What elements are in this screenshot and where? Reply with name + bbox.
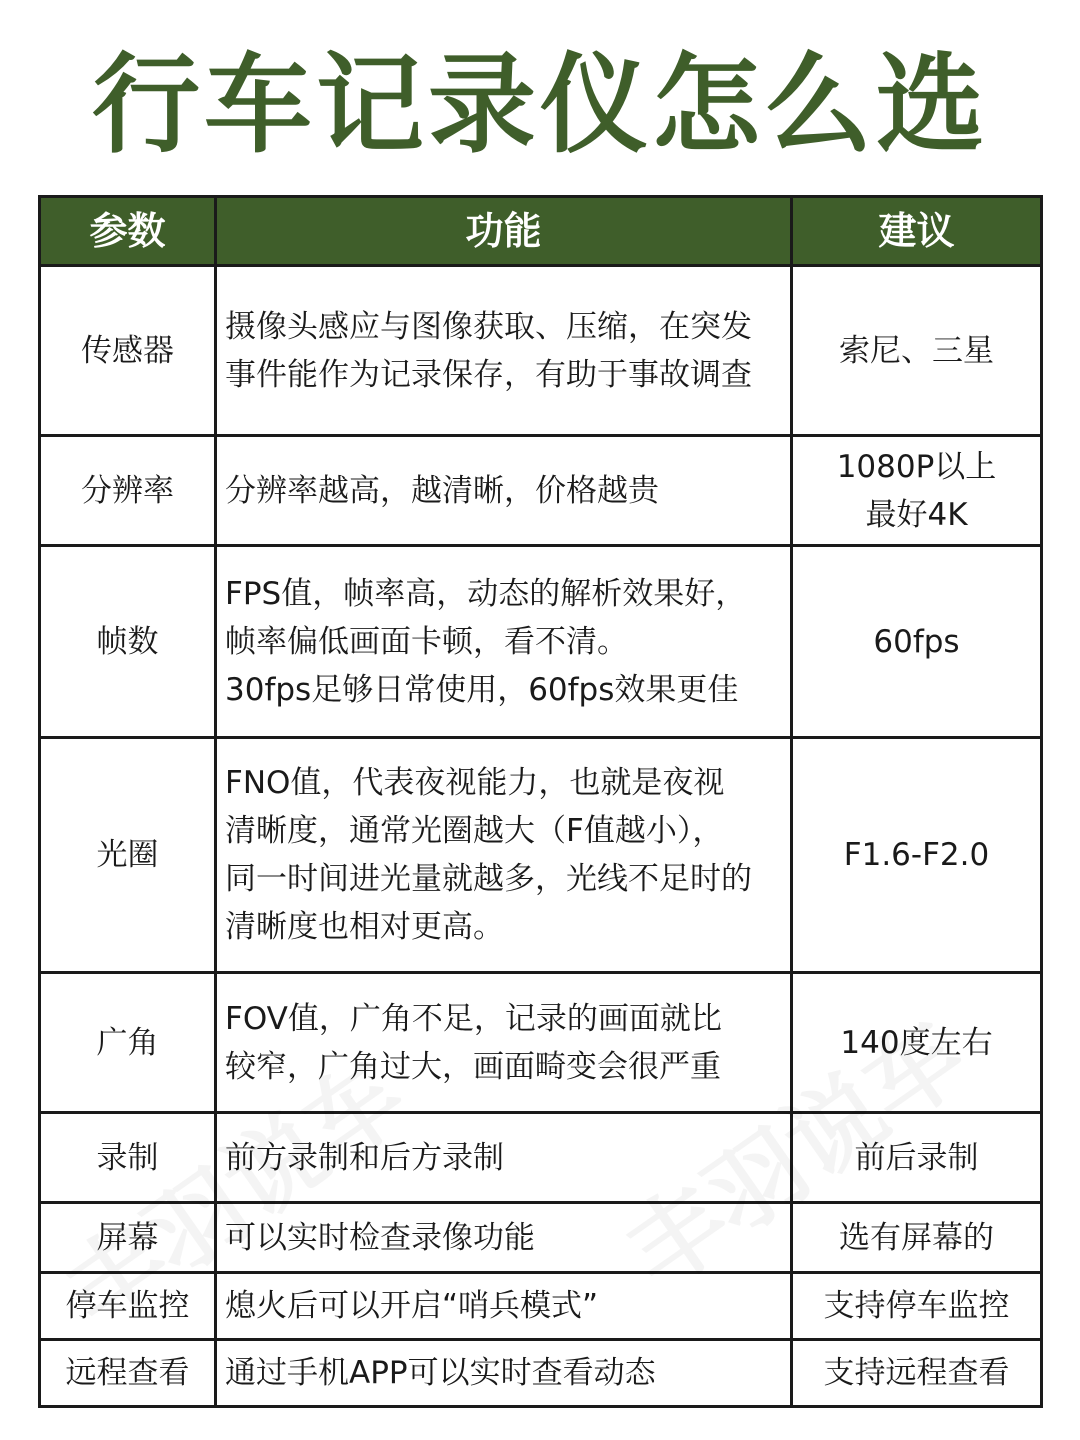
row-resolution-function-text: 分辨率越高，越清晰，价格越贵 [225,472,659,509]
row-framerate-param: 帧数 [41,547,217,739]
row-parking-advice-text: 支持停车监控 [823,1288,1010,1324]
row-remote-advice [793,1341,1040,1405]
row-sensor-param: 传感器 [41,267,217,437]
row-framerate-advice [793,547,1040,739]
row-remote-param: 远程查看 [41,1341,217,1405]
row-parking-param: 停车监控 [41,1274,217,1341]
header-param: 参数 [41,198,217,267]
row-screen-function [217,1204,793,1274]
row-aperture-function-text: FNO值，代表夜视能力，也就是夜视 清晰度，通常光圈越大（F值越小）， 同一时间进光量就越多，光线不足时的 清晰度也相对更高。 [225,765,752,945]
row-framerate-advice-text: 60fps [873,623,960,660]
row-framerate-function [217,547,793,739]
header-function: 功能 [217,198,793,267]
row-wideangle-advice-text: 140度左右 [840,1024,993,1061]
row-aperture-function [217,739,793,974]
row-framerate-function-text: FPS值，帧率高，动态的解析效果好， 帧率偏低画面卡顿，看不清。 30fps足够日常使用，60fps效果更佳 [225,575,747,708]
row-screen-param: 屏幕 [41,1204,217,1274]
row-screen-function-text: 可以实时检查录像功能 [225,1219,535,1256]
row-remote-function-text: 通过手机APP可以实时查看动态 [225,1355,656,1391]
row-resolution-param: 分辨率 [41,437,217,547]
row-recording-param: 录制 [41,1114,217,1204]
row-sensor-advice-text: 索尼、三星 [839,332,994,369]
row-recording-advice-text: 前后录制 [854,1139,979,1176]
row-resolution-advice [793,437,1040,547]
comparison-table [38,195,1043,1408]
row-wideangle-param: 广角 [41,974,217,1114]
row-wideangle-function-text: FOV值，广角不足，记录的画面就比 较窄，广角过大，画面畸变会很严重 [225,1000,722,1085]
row-parking-function [217,1274,793,1341]
row-parking-advice [793,1274,1040,1341]
row-screen-advice-text: 选有屏幕的 [839,1219,994,1256]
row-recording-function [217,1114,793,1204]
row-recording-advice [793,1114,1040,1204]
row-sensor-function-text: 摄像头感应与图像获取、压缩，在突发 事件能作为记录保存，有助于事故调查 [225,308,752,393]
row-sensor-advice [793,267,1040,437]
row-remote-function [217,1341,793,1405]
row-aperture-param: 光圈 [41,739,217,974]
row-aperture-advice [793,739,1040,974]
row-screen-advice [793,1204,1040,1274]
row-resolution-function [217,437,793,547]
row-aperture-advice-text: F1.6-F2.0 [843,837,990,873]
row-wideangle-advice [793,974,1040,1114]
header-advice: 建议 [793,198,1040,267]
row-wideangle-function [217,974,793,1114]
row-recording-function-text: 前方录制和后方录制 [225,1139,504,1176]
row-remote-advice-text: 支持远程查看 [823,1355,1010,1391]
row-parking-function-text: 熄火后可以开启“哨兵模式” [225,1288,599,1324]
row-resolution-advice-text: 1080P以上 最好4K [836,448,997,533]
row-sensor-function [217,267,793,437]
page-title: 行车记录仪怎么选 [91,43,988,168]
